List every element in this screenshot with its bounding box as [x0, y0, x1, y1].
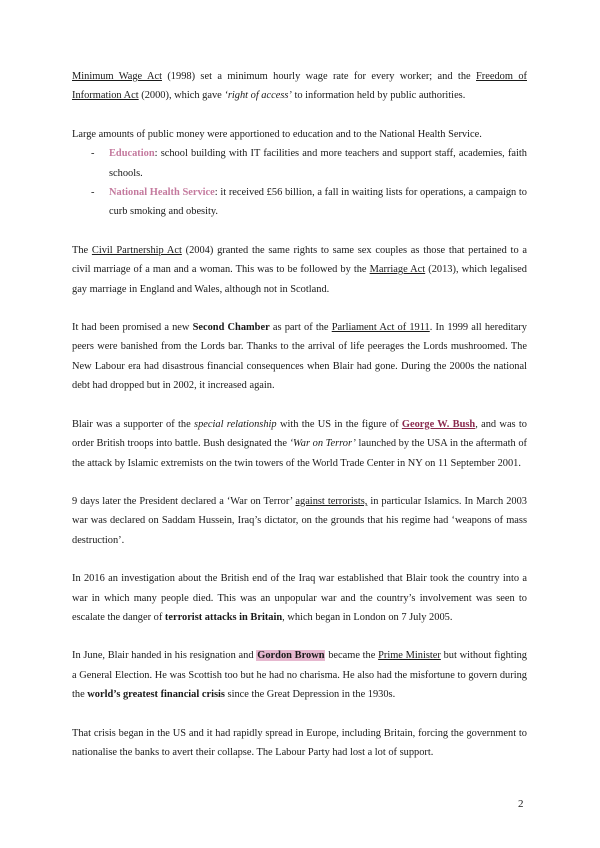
paragraph-public-money: Large amounts of public money were apportioned to education and to the National Health Service.	[72, 128, 482, 140]
paragraph-second-chamber: It had been promised a new Second Chamber as part of the Parliament Act of 1911. In 1999 all hereditary peers were banished from the Lords bar. Thanks to the arrival of life peerages the Lords mushroomed. The New Labour era had disastrous financial consequences when Blair had gone. During the 2000s the national debt had dropped but in 2002, it increased again.	[72, 322, 527, 392]
paragraph-war-on-terror: 9 days later the President declared a ‘War on Terror’ against terrorists, in particular Islamics. In March 2003 war was declared on Saddam Hussein, Iraq’s dictator, on the grounds that his regime had ‘weapons of mass destruction’.	[72, 495, 527, 546]
term-prime-minister: Prime Minister	[378, 650, 441, 662]
quote-right-of-access: ‘right of access’	[224, 90, 292, 102]
quote-war-on-terror: ‘War on Terror’	[289, 438, 356, 450]
term-marriage-act: Marriage Act	[369, 264, 426, 276]
term-parliament-act-1911: Parliament Act of 1911	[331, 322, 430, 334]
bullet-label-nhs: National Health Service	[109, 187, 215, 199]
term-against-terrorists: against terrorists,	[295, 495, 368, 507]
term-civil-partnership-act: Civil Partnership Act	[91, 244, 182, 256]
bullet-label-education: Education	[109, 148, 155, 160]
paragraph-special-relationship: Blair was a supporter of the special relationship with the US in the figure of George W. Bush, and was to order British troops into battle. Bush designated the ‘War on Terror’ launched by the USA in the aftermath of the attack by Islamic extremists on the twin towers of the World Trade Center in NY on 11 September 2001.	[72, 418, 527, 469]
paragraph-civil-partnership: The Civil Partnership Act (2004) granted the same rights to same sex couples as those that pertained to a civil marriage of a man and a woman. This was to be followed by the Marriage Act (2013), which legalised gay marriage in England and Wales, although not in Scotland.	[72, 244, 527, 295]
bullet-list	[72, 144, 527, 222]
term-second-chamber: Second Chamber	[192, 322, 270, 334]
paragraph-iraq-investigation: In 2016 an investigation about the British end of the Iraq war established that Blair took the country into a war in which many people died. This was an unpopular war and the country’s involvement was seen to escalate the danger of terrorist attacks in Britain, which began in London on 7 July 2005.	[72, 573, 527, 623]
term-terrorist-attacks: terrorist attacks in Britain	[164, 611, 283, 623]
paragraph-gordon-brown: In June, Blair handed in his resignation and Gordon Brown became the Prime Minister but without fighting a General Election. He was Scottish too but he had no charisma. He also had the misfortune to govern during the world’s greatest financial crisis since the Great Depression in the 1930s.	[72, 650, 527, 701]
document-page	[72, 67, 527, 781]
term-special-relationship: special relationship	[194, 418, 277, 430]
paragraph-wage-act: Minimum Wage Act (1998) set a minimum hourly wage rate for every worker; and the Freedom of Information Act (2000), which gave ‘right of access’ to information held by public authorities.	[72, 71, 527, 102]
list-item: - Education: school building with IT facilities and more teachers and support staff, academies, faith schools.	[91, 148, 527, 179]
term-minimum-wage-act: Minimum Wage Act	[72, 71, 162, 82]
page-number: 2	[518, 798, 524, 810]
list-item: - National Health Service: it received £56 billion, a fall in waiting lists for operations, a campaign to curb smoking and obesity.	[91, 187, 527, 218]
name-george-w-bush: George W. Bush	[401, 418, 476, 430]
name-gordon-brown: Gordon Brown	[257, 650, 325, 662]
paragraph-crisis-spread: That crisis began in the US and it had rapidly spread in Europe, including Britain, forcing the government to nationalise the banks to avert their collapse. The Labour Party had lost a lot of support.	[72, 727, 527, 758]
term-freedom-of-information-act: Freedom of Information Act	[72, 71, 527, 102]
term-financial-crisis: world’s greatest financial crisis	[87, 689, 225, 701]
